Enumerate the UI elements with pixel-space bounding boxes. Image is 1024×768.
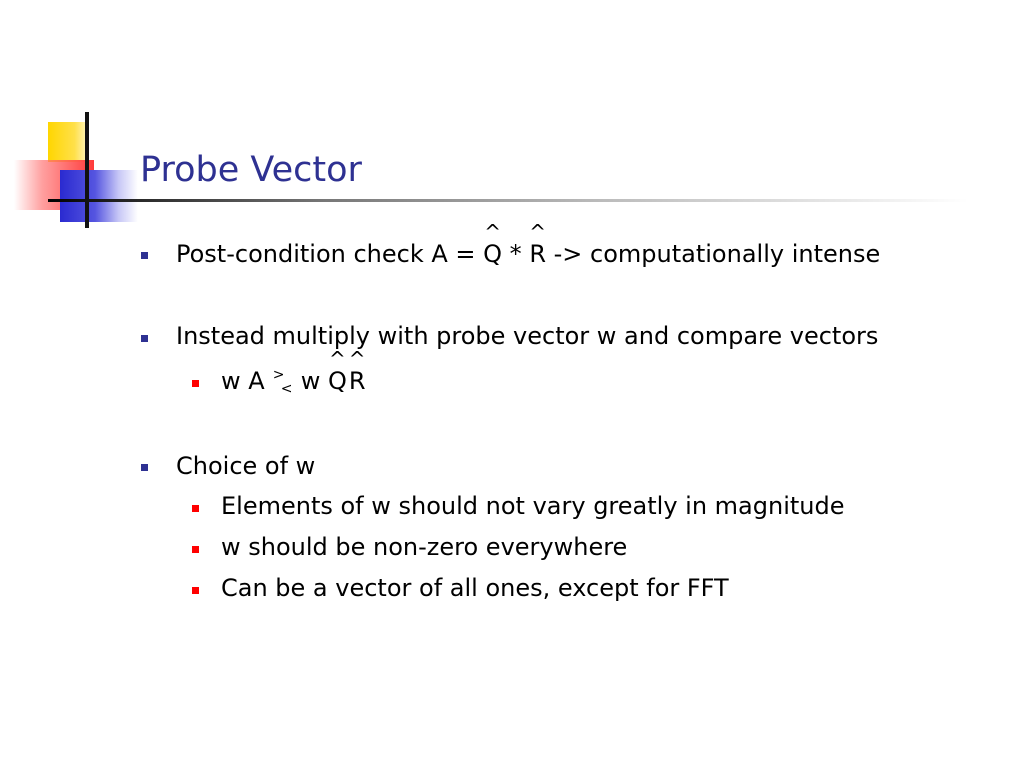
bullet-probe-vector: Instead multiply with probe vector w and compare vectors: [176, 322, 879, 350]
slide-title: Probe Vector: [140, 150, 362, 190]
sub-bullet-marker: [192, 587, 199, 594]
less-than: <: [280, 381, 293, 397]
sub-bullet-all-ones: Can be a vector of all ones, except for FFT: [221, 574, 729, 602]
expr-w: w: [300, 367, 328, 395]
sub-bullet-marker: [192, 546, 199, 553]
r-hat: ^ R: [529, 239, 546, 269]
bullet-marker: [141, 464, 148, 471]
bullet-marker: [141, 252, 148, 259]
bullet-marker: [141, 335, 148, 342]
sub-bullet-compare: [221, 366, 366, 396]
sub-bullet-marker: [192, 505, 199, 512]
q-hat: ^ Q: [483, 239, 502, 269]
sub-bullet-non-zero: w should be non-zero everywhere: [221, 533, 628, 561]
sub-bullet-marker: [192, 380, 199, 387]
bullet-postcondition: [176, 239, 880, 269]
r-hat: ^ R: [349, 366, 366, 396]
expr-lhs: w A: [221, 367, 265, 395]
bullet-text: Post-condition check A =: [176, 240, 484, 268]
bullet-text: -> computationally intense: [546, 240, 881, 268]
q-hat: ^ Q: [328, 366, 347, 396]
sub-bullet-magnitude: Elements of w should not vary greatly in magnitude: [221, 492, 845, 520]
bullet-choice-of-w: Choice of w: [176, 452, 316, 480]
greater-than: >: [272, 367, 285, 383]
bullet-text: *: [502, 240, 530, 268]
compare-symbol: [273, 366, 295, 396]
